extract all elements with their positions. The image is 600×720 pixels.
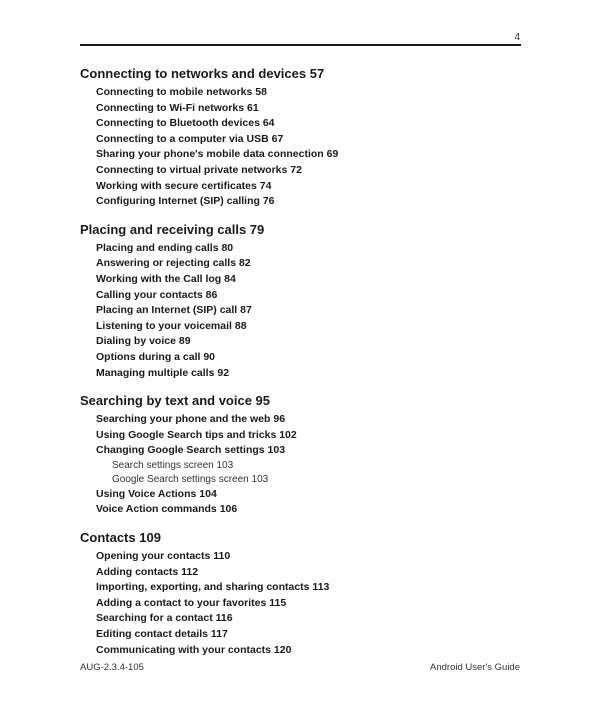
toc-entry[interactable]: Voice Action commands 106 — [96, 503, 238, 516]
toc-entry[interactable]: Working with secure certificates 74 — [96, 179, 272, 192]
toc-entry[interactable]: Connecting to Wi-Fi networks 61 — [96, 101, 259, 114]
toc-entry[interactable]: Options during a call 90 — [96, 350, 216, 363]
toc-entry[interactable]: Placing and ending calls 80 — [96, 241, 234, 254]
footer-doc-id: AUG-2.3.4-105 — [80, 662, 144, 673]
toc-entry[interactable]: Importing, exporting, and sharing contacts 113 — [96, 581, 330, 594]
toc-section-title[interactable]: Contacts 109 — [80, 530, 161, 546]
toc-section-title[interactable]: Placing and receiving calls 79 — [80, 221, 265, 237]
toc-entry[interactable]: Opening your contacts 110 — [96, 550, 231, 563]
toc-entry[interactable]: Listening to your voicemail 88 — [96, 319, 247, 332]
toc-section-title[interactable]: Connecting to networks and devices 57 — [80, 66, 325, 81]
toc-entry[interactable]: Using Voice Actions 104 — [96, 487, 217, 500]
toc-entry[interactable]: Communicating with your contacts 120 — [96, 643, 292, 656]
toc-entry[interactable]: Sharing your phone's mobile data connection 69 — [96, 148, 339, 161]
page-number: 4 — [514, 32, 520, 43]
toc-entry[interactable]: Connecting to mobile networks 58 — [96, 86, 267, 98]
toc-entry[interactable]: Working with the Call log 84 — [96, 272, 236, 285]
toc-entry[interactable]: Changing Google Search settings 103 — [96, 444, 286, 457]
toc-sub-entry[interactable]: Search settings screen 103 — [112, 459, 234, 471]
toc-entry[interactable]: Connecting to virtual private networks 72 — [96, 163, 302, 176]
toc-entry[interactable]: Searching for a contact 116 — [96, 612, 233, 625]
toc-section — [80, 393, 521, 518]
toc-entry[interactable]: Adding a contact to your favorites 115 — [96, 596, 287, 609]
toc-entry[interactable]: Searching your phone and the web 96 — [96, 413, 286, 426]
toc-entry[interactable]: Connecting to Bluetooth devices 64 — [96, 117, 275, 130]
toc-entry[interactable]: Managing multiple calls 92 — [96, 366, 230, 379]
table-of-contents — [80, 66, 521, 670]
toc-entry[interactable]: Adding contacts 112 — [96, 565, 199, 578]
footer-title: Android User's Guide — [430, 662, 520, 673]
toc-entry[interactable]: Placing an Internet (SIP) call 87 — [96, 304, 252, 317]
header-rule — [80, 44, 521, 46]
toc-entry[interactable]: Dialing by voice 89 — [96, 335, 191, 348]
toc-entry[interactable]: Using Google Search tips and tricks 102 — [96, 428, 297, 441]
toc-entry[interactable]: Answering or rejecting calls 82 — [96, 257, 251, 270]
toc-sub-entry[interactable]: Google Search settings screen 103 — [112, 473, 269, 485]
toc-entry[interactable]: Editing contact details 117 — [96, 628, 228, 641]
toc-entry[interactable]: Connecting to a computer via USB 67 — [96, 132, 284, 145]
toc-section — [80, 66, 521, 210]
toc-section — [80, 222, 521, 381]
toc-entry[interactable]: Calling your contacts 86 — [96, 288, 218, 301]
toc-section-title[interactable]: Searching by text and voice 95 — [80, 393, 271, 409]
toc-section — [80, 530, 521, 658]
toc-entry[interactable]: Configuring Internet (SIP) calling 76 — [96, 195, 275, 208]
